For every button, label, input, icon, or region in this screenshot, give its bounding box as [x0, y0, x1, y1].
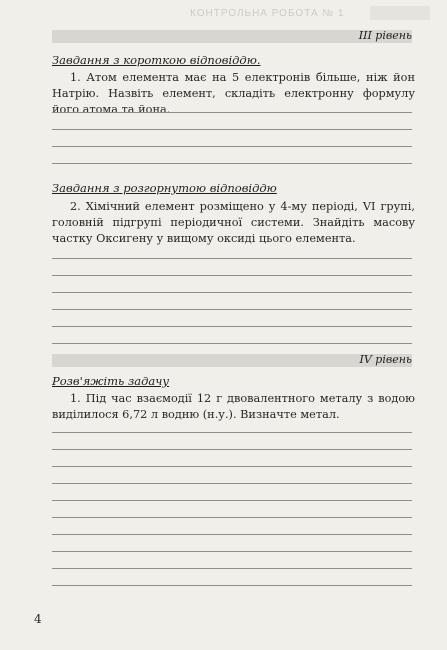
level-4-header	[52, 354, 412, 367]
extended-answer-title: Завдання з розгорнутою відповіддю	[52, 181, 277, 195]
answer-line	[52, 551, 412, 552]
level-3-label: III рівень	[358, 29, 412, 42]
answer-line	[52, 585, 412, 586]
answer-line	[52, 309, 412, 310]
answer-line	[52, 112, 412, 113]
answer-line	[52, 483, 412, 484]
short-answer-title: Завдання з короткою відповіддю.	[52, 53, 261, 67]
answer-line	[52, 568, 412, 569]
short-answer-task: 1. Атом елемента має на 5 електронів більше, ніж йон Натрію. Назвіть елемент, складіть електронну формулу його атома та йона.	[52, 71, 415, 116]
level-3-header	[52, 30, 412, 43]
answer-line	[52, 449, 412, 450]
bleed-through-title: КОНТРОЛЬНА РОБОТА № 1	[190, 8, 345, 19]
page-number: 4	[34, 612, 42, 626]
answer-line	[52, 343, 412, 344]
answer-line	[52, 292, 412, 293]
answer-line	[52, 466, 412, 467]
answer-line	[52, 129, 412, 130]
extended-answer-task: 2. Хімічний елемент розміщено у 4-му періоді, VI групі, головній підгрупі періодичної системи. Знайдіть масову частку Оксигену у вищому оксиді цього елемента.	[52, 200, 415, 245]
answer-line	[52, 432, 412, 433]
answer-line	[52, 326, 412, 327]
answer-line	[52, 258, 412, 259]
solve-problem-title: Розв'яжіть задачу	[52, 374, 170, 388]
answer-line	[52, 517, 412, 518]
answer-line	[52, 146, 412, 147]
bleed-through-ribbon	[370, 6, 430, 20]
answer-line	[52, 534, 412, 535]
solve-problem-task: 1. Під час взаємодії 12 г двовалентного металу з водою виділилося 6,72 л водню (н.у.). Визначте метал.	[52, 392, 415, 421]
answer-line	[52, 275, 412, 276]
answer-line	[52, 500, 412, 501]
answer-line	[52, 163, 412, 164]
level-4-label: IV рівень	[359, 353, 412, 366]
